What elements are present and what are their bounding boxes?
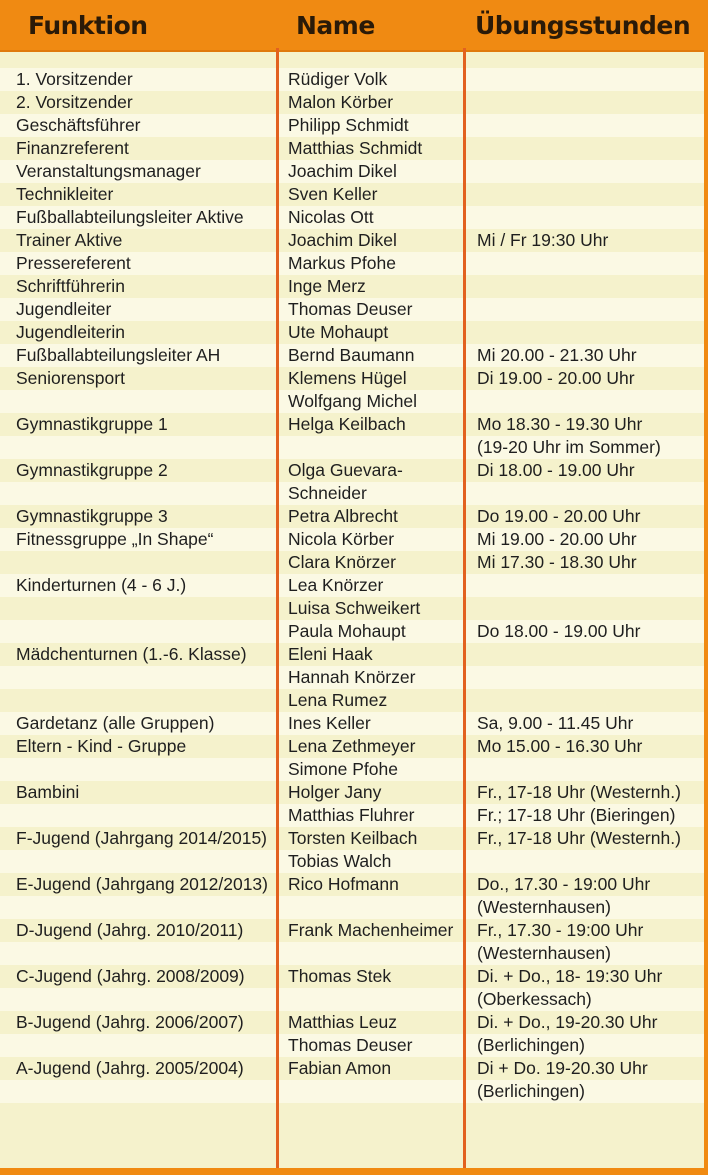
cell-funktion: Jugendleiter — [16, 299, 112, 319]
cell-uebungsstunde: Mi 20.00 - 21.30 Uhr — [477, 345, 637, 365]
cell-name: Nicolas Ott — [288, 207, 374, 227]
cell-name: Rüdiger Volk — [288, 69, 388, 89]
cell-name: Schneider — [288, 483, 367, 503]
cell-uebungsstunde: Do 18.00 - 19.00 Uhr — [477, 621, 641, 641]
cell-name: Paula Mohaupt — [288, 621, 406, 641]
cell-funktion: B-Jugend (Jahrg. 2006/2007) — [16, 1012, 244, 1032]
cell-name: Bernd Baumann — [288, 345, 415, 365]
cell-funktion: C-Jugend (Jahrg. 2008/2009) — [16, 966, 245, 986]
cell-name: Helga Keilbach — [288, 414, 406, 434]
cell-funktion: E-Jugend (Jahrgang 2012/2013) — [16, 874, 268, 894]
cell-name: Tobias Walch — [288, 851, 392, 871]
cell-funktion: Fußballabteilungsleiter Aktive — [16, 207, 244, 227]
cell-name: Joachim Dikel — [288, 230, 397, 250]
cell-funktion: Bambini — [16, 782, 80, 802]
cell-name: Hannah Knörzer — [288, 667, 416, 687]
cell-funktion: Fußballabteilungsleiter AH — [16, 345, 221, 365]
cell-funktion: Mädchenturnen (1.-6. Klasse) — [16, 644, 247, 664]
cell-name: Holger Jany — [288, 782, 382, 802]
cell-funktion: Schriftführerin — [16, 276, 125, 296]
cell-name: Philipp Schmidt — [288, 115, 409, 135]
cell-funktion: Veranstaltungsmanager — [16, 161, 201, 181]
cell-funktion: 1. Vorsitzender — [16, 69, 133, 89]
cell-name: Ute Mohaupt — [288, 322, 389, 342]
cell-uebungsstunde: Fr.; 17-18 Uhr (Bieringen) — [477, 805, 676, 825]
cell-funktion: Jugendleiterin — [16, 322, 125, 342]
cell-funktion: Finanzreferent — [16, 138, 129, 158]
cell-uebungsstunde: Di. + Do., 18- 19:30 Uhr — [477, 966, 663, 986]
cell-uebungsstunde: Mo 18.30 - 19.30 Uhr — [477, 414, 643, 434]
cell-funktion: Gymnastikgruppe 3 — [16, 506, 168, 526]
cell-funktion: D-Jugend (Jahrg. 2010/2011) — [16, 920, 244, 940]
cell-funktion: Gymnastikgruppe 2 — [16, 460, 168, 480]
cell-name: Malon Körber — [288, 92, 394, 112]
cell-uebungsstunde: Fr., 17.30 - 19:00 Uhr — [477, 920, 644, 940]
cell-name: Olga Guevara- — [288, 460, 403, 480]
cell-name: Wolfgang Michel — [288, 391, 418, 411]
cell-uebungsstunde: (Berlichingen) — [477, 1081, 585, 1101]
cell-uebungsstunde: (Westernhausen) — [477, 943, 611, 963]
cell-name: Thomas Deuser — [288, 1035, 413, 1055]
cell-uebungsstunde: Mi 17.30 - 18.30 Uhr — [477, 552, 637, 572]
cell-name: Sven Keller — [288, 184, 378, 204]
cell-uebungsstunde: (19-20 Uhr im Sommer) — [477, 437, 661, 457]
cell-name: Fabian Amon — [288, 1058, 392, 1078]
cell-funktion: Geschäftsführer — [16, 115, 141, 135]
cell-uebungsstunde: Mi 19.00 - 20.00 Uhr — [477, 529, 637, 549]
cell-funktion: Gardetanz (alle Gruppen) — [16, 713, 215, 733]
cell-name: Klemens Hügel — [288, 368, 407, 388]
table-header — [0, 0, 708, 52]
cell-name: Rico Hofmann — [288, 874, 399, 894]
cell-name: Clara Knörzer — [288, 552, 396, 572]
cell-uebungsstunde: Di + Do. 19-20.30 Uhr — [477, 1058, 648, 1078]
cell-name: Frank Machenheimer — [288, 920, 454, 940]
cell-funktion: A-Jugend (Jahrg. 2005/2004) — [16, 1058, 244, 1078]
cell-funktion: Kinderturnen (4 - 6 J.) — [16, 575, 187, 595]
header-name: Name — [296, 11, 375, 40]
cell-funktion: Eltern - Kind - Gruppe — [16, 736, 187, 756]
cell-name: Matthias Schmidt — [288, 138, 423, 158]
cell-name: Matthias Leuz — [288, 1012, 397, 1032]
cell-name: Torsten Keilbach — [288, 828, 418, 848]
cell-name: Lea Knörzer — [288, 575, 384, 595]
cell-name: Luisa Schweikert — [288, 598, 421, 618]
row-band — [0, 1080, 708, 1103]
cell-name: Markus Pfohe — [288, 253, 396, 273]
cell-uebungsstunde: Di 18.00 - 19.00 Uhr — [477, 460, 635, 480]
cell-uebungsstunde: Do 19.00 - 20.00 Uhr — [477, 506, 641, 526]
cell-name: Nicola Körber — [288, 529, 395, 549]
cell-name: Thomas Deuser — [288, 299, 413, 319]
header-funktion: Funktion — [28, 11, 148, 40]
cell-name: Lena Rumez — [288, 690, 388, 710]
cell-uebungsstunde: Sa, 9.00 - 11.45 Uhr — [477, 713, 634, 733]
cell-uebungsstunde: Di. + Do., 19-20.30 Uhr — [477, 1012, 658, 1032]
cell-funktion: Gymnastikgruppe 1 — [16, 414, 168, 434]
cell-name: Thomas Stek — [288, 966, 392, 986]
cell-name: Petra Albrecht — [288, 506, 398, 526]
cell-uebungsstunde: Fr., 17-18 Uhr (Westernh.) — [477, 782, 681, 802]
cell-name: Eleni Haak — [288, 644, 373, 664]
cell-uebungsstunde: Di 19.00 - 20.00 Uhr — [477, 368, 635, 388]
cell-name: Joachim Dikel — [288, 161, 397, 181]
cell-uebungsstunde: Do., 17.30 - 19:00 Uhr — [477, 874, 651, 894]
cell-funktion: Pressereferent — [16, 253, 131, 273]
cell-uebungsstunde: (Westernhausen) — [477, 897, 611, 917]
cell-name: Simone Pfohe — [288, 759, 398, 779]
row-band — [0, 988, 708, 1011]
column-divider-1 — [276, 48, 279, 1175]
bottom-border — [0, 1168, 708, 1175]
cell-funktion: F-Jugend (Jahrgang 2014/2015) — [16, 828, 268, 848]
cell-uebungsstunde: (Oberkessach) — [477, 989, 592, 1009]
cell-name: Ines Keller — [288, 713, 371, 733]
cell-name: Matthias Fluhrer — [288, 805, 415, 825]
right-border — [704, 0, 708, 1175]
cell-uebungsstunde: Mo 15.00 - 16.30 Uhr — [477, 736, 643, 756]
cell-name: Lena Zethmeyer — [288, 736, 416, 756]
cell-uebungsstunde: (Berlichingen) — [477, 1035, 585, 1055]
cell-name: Inge Merz — [288, 276, 366, 296]
cell-uebungsstunde: Mi / Fr 19:30 Uhr — [477, 230, 609, 250]
cell-funktion: 2. Vorsitzender — [16, 92, 133, 112]
cell-funktion: Trainer Aktive — [16, 230, 123, 250]
header-uebungsstunden: Übungsstunden — [475, 11, 691, 40]
cell-uebungsstunde: Fr., 17-18 Uhr (Westernh.) — [477, 828, 681, 848]
column-divider-2 — [463, 48, 466, 1175]
cell-funktion: Seniorensport — [16, 368, 125, 388]
cell-funktion: Technikleiter — [16, 184, 114, 204]
cell-funktion: Fitnessgruppe „In Shape“ — [16, 529, 214, 549]
